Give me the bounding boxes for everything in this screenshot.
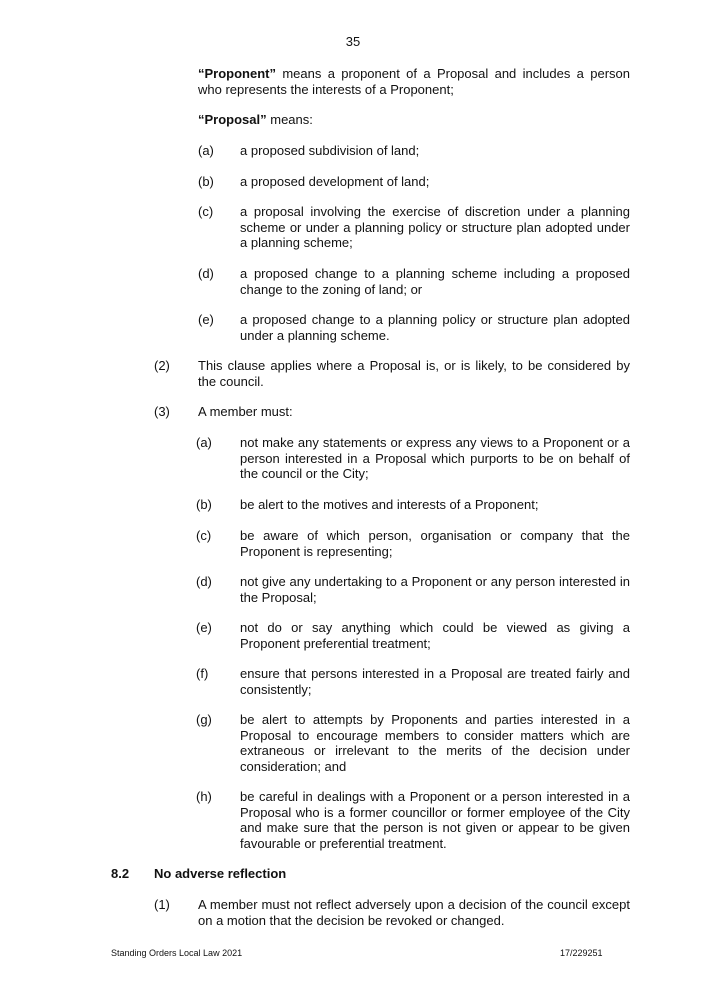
list-item-text: not do or say anything which could be viewed as giving a Proponent preferential treatment;	[240, 620, 630, 651]
list-item-label: (d)	[198, 266, 214, 281]
list-item-text: not make any statements or express any views to a Proponent or a person interested in a Proposal which purports to be on behalf of the council or the City;	[240, 435, 630, 481]
list-item-label: (f)	[196, 666, 209, 681]
definition-proponent	[198, 66, 630, 97]
list-item-text: a proposed change to a planning policy or structure plan adopted under a planning scheme.	[240, 312, 630, 343]
page-number: 35	[345, 34, 361, 49]
list-item-label: (e)	[198, 312, 214, 327]
list-item-text: not give any undertaking to a Proponent or any person interested in the Proposal;	[240, 574, 630, 605]
list-item-text: be alert to the motives and interests of a Proponent;	[240, 497, 539, 512]
list-item-text: be aware of which person, organisation or company that the Proponent is representing;	[240, 528, 630, 559]
section-title: No adverse reflection	[154, 866, 287, 881]
list-item-label: (e)	[196, 620, 212, 635]
list-item-label: (c)	[196, 528, 212, 543]
footer-reference: 17/229251	[560, 948, 603, 958]
definition-proposal-text: means:	[266, 112, 313, 127]
list-item-label: (h)	[196, 789, 212, 804]
list-item-text: a proposed change to a planning scheme including a proposed change to the zoning of land; or	[240, 266, 630, 297]
list-item-label: (g)	[196, 712, 212, 727]
definition-proposal	[198, 112, 630, 128]
clause-label: (1)	[154, 897, 170, 912]
definition-proponent-text: means a proponent of a Proposal and includes a person who represents the interests of a Proponent;	[198, 66, 630, 97]
list-item-text: ensure that persons interested in a Proposal are treated fairly and consistently;	[240, 666, 630, 697]
list-item-text: a proposed development of land;	[240, 174, 430, 189]
term-proposal: “Proposal”	[198, 112, 267, 127]
section-number: 8.2	[111, 866, 130, 881]
list-item-text: a proposal involving the exercise of discretion under a planning scheme or under a planning policy or structure plan adopted under a planning scheme;	[240, 204, 630, 250]
list-item-label: (a)	[196, 435, 212, 450]
list-item-label: (b)	[196, 497, 212, 512]
clause-text: A member must:	[198, 404, 293, 419]
clause-text: A member must not reflect adversely upon a decision of the council except on a motion that the decision be revoked or changed.	[198, 897, 630, 928]
footer-document-title: Standing Orders Local Law 2021	[111, 948, 243, 958]
list-item-label: (d)	[196, 574, 212, 589]
clause-text: This clause applies where a Proposal is, or is likely, to be considered by the council.	[198, 358, 630, 389]
list-item-label: (a)	[198, 143, 214, 158]
list-item-text: a proposed subdivision of land;	[240, 143, 420, 158]
clause-label: (2)	[154, 358, 170, 373]
clause-label: (3)	[154, 404, 170, 419]
list-item-text: be careful in dealings with a Proponent or a person interested in a Proposal who is a former councillor or former employee of the City and make sure that the person is not given or appear to be given favourable or preferential treatment.	[240, 789, 630, 851]
list-item-label: (c)	[198, 204, 214, 219]
term-proponent: “Proponent”	[198, 66, 276, 81]
list-item-label: (b)	[198, 174, 214, 189]
list-item-text: be alert to attempts by Proponents and parties interested in a Proposal to encourage members to consider matters which are extraneous or irrelevant to the merits of the decision under consideration; and	[240, 712, 630, 774]
